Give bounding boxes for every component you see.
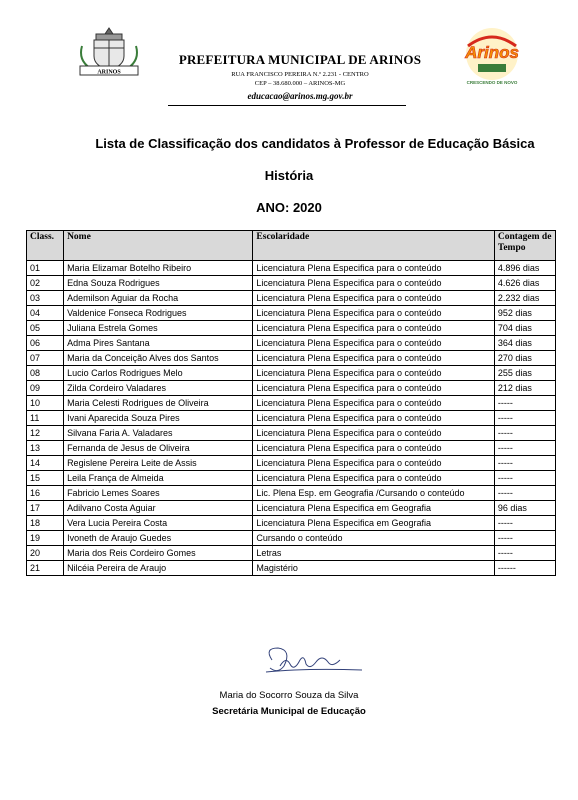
service-time-cell: ----- <box>494 426 555 441</box>
service-time-cell: ----- <box>494 441 555 456</box>
name-cell: Ademilson Aguiar da Rocha <box>64 291 253 306</box>
svg-text:Arinos: Arinos <box>465 43 519 62</box>
organization-name: PREFEITURA MUNICIPAL DE ARINOS <box>178 52 422 67</box>
education-cell: Licenciatura Plena Especifica para o conteúdo <box>253 456 494 471</box>
service-time-cell: 952 dias <box>494 306 555 321</box>
column-header-service-time: Contagem de Tempo <box>494 231 555 261</box>
table-row <box>27 531 556 546</box>
class-cell: 21 <box>27 561 64 576</box>
svg-text:CRESCENDO DE NOVO: CRESCENDO DE NOVO <box>466 80 518 85</box>
service-time-cell: 96 dias <box>494 501 555 516</box>
service-time-cell: ----- <box>494 471 555 486</box>
municipal-crest-icon <box>74 24 144 80</box>
header-divider <box>168 105 406 106</box>
service-time-cell: 270 dias <box>494 351 555 366</box>
education-cell: Licenciatura Plena Especifica para o conteúdo <box>253 261 494 276</box>
education-cell: Licenciatura Plena Especifica para o conteúdo <box>253 426 494 441</box>
name-cell: Edna Souza Rodrigues <box>64 276 253 291</box>
address-line-2: CEP – 38.680.000 – ARINOS-MG <box>254 80 346 87</box>
education-cell: Licenciatura Plena Especifica para o conteúdo <box>253 441 494 456</box>
service-time-cell: 704 dias <box>494 321 555 336</box>
service-time-cell: 2.232 dias <box>494 291 555 306</box>
signatory-name: Maria do Socorro Souza da Silva <box>219 690 359 701</box>
name-cell: Vera Lucia Pereira Costa <box>64 516 253 531</box>
name-cell: Fernanda de Jesus de Oliveira <box>64 441 253 456</box>
table-header-row <box>27 231 556 261</box>
education-cell: Lic. Plena Esp. em Geografia /Cursando o conteúdo <box>253 486 494 501</box>
service-time-cell: 4.896 dias <box>494 261 555 276</box>
class-cell: 02 <box>27 276 64 291</box>
class-cell: 09 <box>27 381 64 396</box>
table-row <box>27 381 556 396</box>
education-cell: Letras <box>253 546 494 561</box>
name-cell: Zilda Cordeiro Valadares <box>64 381 253 396</box>
class-cell: 03 <box>27 291 64 306</box>
education-cell: Licenciatura Plena Especifica para o conteúdo <box>253 336 494 351</box>
education-cell: Licenciatura Plena Especifica para o conteúdo <box>253 366 494 381</box>
education-cell: Licenciatura Plena Especifica para o conteúdo <box>253 381 494 396</box>
table-row <box>27 546 556 561</box>
year-title: ANO: 2020 <box>256 200 322 215</box>
class-cell: 07 <box>27 351 64 366</box>
name-cell: Lucio Carlos Rodrigues Melo <box>64 366 253 381</box>
education-cell: Cursando o conteúdo <box>253 531 494 546</box>
column-header-class: Class. <box>27 231 64 261</box>
name-cell: Maria dos Reis Cordeiro Gomes <box>64 546 253 561</box>
class-cell: 11 <box>27 411 64 426</box>
education-cell: Licenciatura Plena Especifica para o conteúdo <box>253 321 494 336</box>
table-row <box>27 411 556 426</box>
class-cell: 05 <box>27 321 64 336</box>
service-time-cell: ----- <box>494 516 555 531</box>
service-time-cell: 364 dias <box>494 336 555 351</box>
document-title: Lista de Classificação dos candidatos à Professor de Educação Básica <box>95 136 535 151</box>
education-cell: Licenciatura Plena Especifica para o conteúdo <box>253 471 494 486</box>
table-row <box>27 306 556 321</box>
table-row <box>27 396 556 411</box>
education-cell: Licenciatura Plena Especifica para o conteúdo <box>253 351 494 366</box>
service-time-cell: ----- <box>494 456 555 471</box>
education-cell: Licenciatura Plena Especifica em Geografia <box>253 516 494 531</box>
table-row <box>27 291 556 306</box>
table-row <box>27 561 556 576</box>
classification-table <box>26 230 556 576</box>
service-time-cell: ------ <box>494 561 555 576</box>
name-cell: Adma Pires Santana <box>64 336 253 351</box>
class-cell: 08 <box>27 366 64 381</box>
name-cell: Juliana Estrela Gomes <box>64 321 253 336</box>
name-cell: Nilcéia Pereira de Araujo <box>64 561 253 576</box>
service-time-cell: 255 dias <box>494 366 555 381</box>
service-time-cell: ----- <box>494 486 555 501</box>
class-cell: 16 <box>27 486 64 501</box>
signatory-role: Secretária Municipal de Educação <box>212 706 366 717</box>
class-cell: 12 <box>27 426 64 441</box>
arinos-logo-icon <box>454 24 530 90</box>
table-row <box>27 321 556 336</box>
table-row <box>27 261 556 276</box>
class-cell: 06 <box>27 336 64 351</box>
table-row <box>27 276 556 291</box>
column-header-education: Escolaridade <box>253 231 494 261</box>
name-cell: Leila França de Almeida <box>64 471 253 486</box>
table-row <box>27 366 556 381</box>
class-cell: 20 <box>27 546 64 561</box>
name-cell: Maria Elizamar Botelho Ribeiro <box>64 261 253 276</box>
service-time-cell: ----- <box>494 396 555 411</box>
column-header-name: Nome <box>64 231 253 261</box>
table-row <box>27 501 556 516</box>
signature-icon <box>258 642 368 678</box>
table-row <box>27 456 556 471</box>
education-cell: Licenciatura Plena Especifica para o conteúdo <box>253 276 494 291</box>
address-line-1: RUA FRANCISCO PEREIRA N.º 2.231 - CENTRO <box>231 71 369 78</box>
class-cell: 17 <box>27 501 64 516</box>
name-cell: Ivani Aparecida Souza Pires <box>64 411 253 426</box>
name-cell: Fabricio Lemes Soares <box>64 486 253 501</box>
subject-title: História <box>264 168 314 183</box>
class-cell: 04 <box>27 306 64 321</box>
service-time-cell: ----- <box>494 411 555 426</box>
name-cell: Maria Celesti Rodrigues de Oliveira <box>64 396 253 411</box>
service-time-cell: ----- <box>494 546 555 561</box>
table-row <box>27 351 556 366</box>
table-row <box>27 486 556 501</box>
name-cell: Maria da Conceição Alves dos Santos <box>64 351 253 366</box>
name-cell: Ivoneth de Araujo Guedes <box>64 531 253 546</box>
table-row <box>27 441 556 456</box>
class-cell: 13 <box>27 441 64 456</box>
education-cell: Licenciatura Plena Especifica para o conteúdo <box>253 306 494 321</box>
name-cell: Regislene Pereira Leite de Assis <box>64 456 253 471</box>
class-cell: 19 <box>27 531 64 546</box>
name-cell: Adilvano Costa Aguiar <box>64 501 253 516</box>
class-cell: 01 <box>27 261 64 276</box>
class-cell: 14 <box>27 456 64 471</box>
table-row <box>27 471 556 486</box>
education-cell: Licenciatura Plena Especifica para o conteúdo <box>253 396 494 411</box>
table-row <box>27 336 556 351</box>
service-time-cell: 212 dias <box>494 381 555 396</box>
education-cell: Licenciatura Plena Especifica para o conteúdo <box>253 291 494 306</box>
name-cell: Silvana Faria A. Valadares <box>64 426 253 441</box>
class-cell: 10 <box>27 396 64 411</box>
contact-email: educacao@arinos.mg.gov.br <box>247 91 353 101</box>
class-cell: 15 <box>27 471 64 486</box>
education-cell: Licenciatura Plena Especifica em Geografia <box>253 501 494 516</box>
class-cell: 18 <box>27 516 64 531</box>
education-cell: Licenciatura Plena Especifica para o conteúdo <box>253 411 494 426</box>
service-time-cell: ----- <box>494 531 555 546</box>
service-time-cell: 4.626 dias <box>494 276 555 291</box>
svg-text:ARINOS: ARINOS <box>97 69 121 76</box>
table-row <box>27 516 556 531</box>
education-cell: Magistério <box>253 561 494 576</box>
table-row <box>27 426 556 441</box>
name-cell: Valdenice Fonseca Rodrigues <box>64 306 253 321</box>
